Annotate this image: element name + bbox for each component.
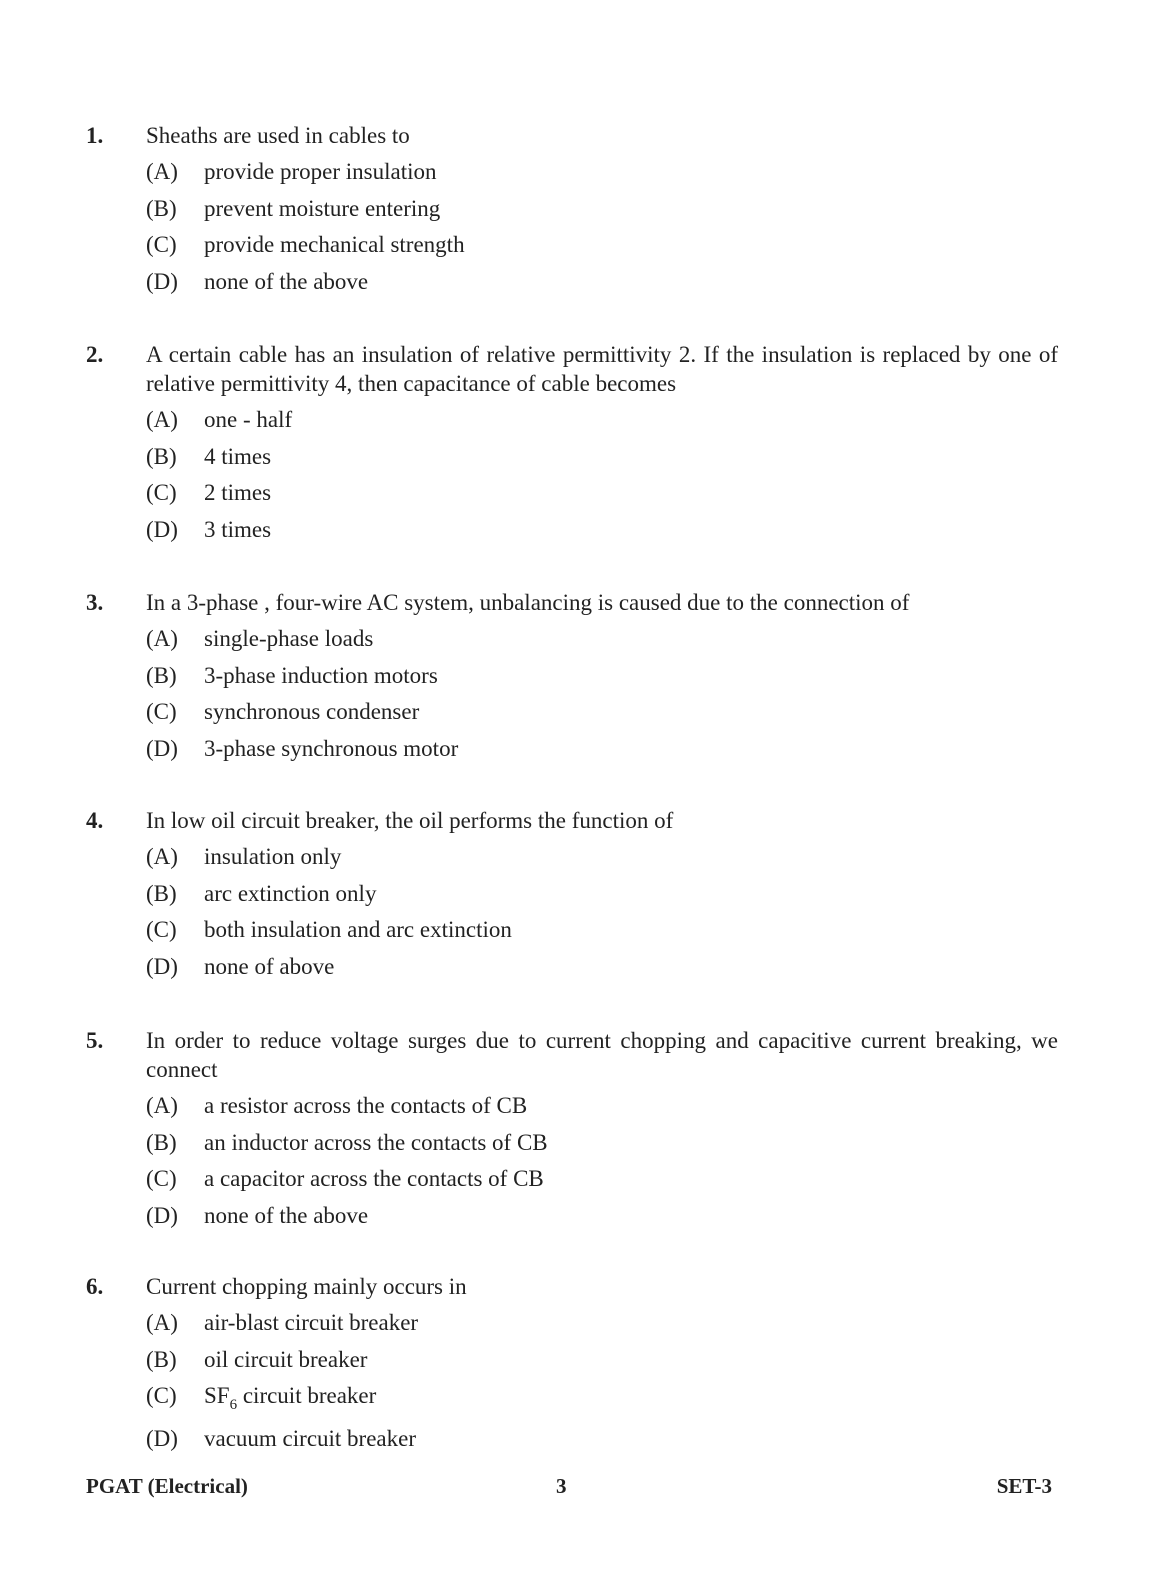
option-label: (D) bbox=[146, 1426, 178, 1452]
question-text: In order to reduce voltage surges due to current chopping and capacitive current breaking, we connect bbox=[146, 1028, 1058, 1082]
option-text: a resistor across the contacts of CB bbox=[204, 1093, 528, 1118]
option-text: 3-phase induction motors bbox=[204, 662, 438, 688]
option-b bbox=[146, 879, 1058, 916]
option-label: (D) bbox=[146, 735, 178, 761]
options-list bbox=[146, 1308, 1058, 1461]
option-text: provide mechanical strength bbox=[204, 232, 465, 258]
option-a bbox=[146, 624, 1058, 661]
question-number: 5. bbox=[86, 1028, 104, 1053]
option-b bbox=[146, 1128, 1058, 1165]
footer-set-code: SET-3 bbox=[996, 1474, 1052, 1498]
option-text: air-blast circuit breaker bbox=[204, 1310, 419, 1335]
option-text bbox=[204, 1381, 377, 1414]
option-d bbox=[146, 1201, 1058, 1238]
option-a bbox=[146, 842, 1058, 879]
option-text: 3 times bbox=[204, 516, 272, 542]
option-text: 2 times bbox=[204, 480, 272, 506]
option-label: (B) bbox=[146, 1129, 177, 1155]
option-text: vacuum circuit breaker bbox=[204, 1426, 416, 1452]
option-c bbox=[146, 230, 1058, 267]
option-label: (B) bbox=[146, 880, 177, 906]
option-b bbox=[146, 442, 1058, 479]
option-label: (A) bbox=[146, 844, 178, 869]
question-2 bbox=[86, 340, 1058, 551]
option-d bbox=[146, 952, 1058, 989]
option-c bbox=[146, 1381, 1058, 1424]
option-a bbox=[146, 1091, 1058, 1128]
option-label: (C) bbox=[146, 232, 177, 258]
option-d bbox=[146, 515, 1058, 552]
option-b bbox=[146, 661, 1058, 698]
option-label: (C) bbox=[146, 480, 177, 506]
option-text: both insulation and arc extinction bbox=[204, 917, 512, 943]
option-text-suffix: circuit breaker bbox=[237, 1383, 377, 1409]
options-list bbox=[146, 842, 1058, 988]
option-label: (B) bbox=[146, 1346, 177, 1372]
question-number: 3. bbox=[86, 590, 104, 615]
option-label: (B) bbox=[146, 195, 177, 221]
option-text: synchronous condenser bbox=[204, 699, 420, 725]
option-text: prevent moisture entering bbox=[204, 195, 441, 221]
options-list bbox=[146, 1091, 1058, 1237]
question-number: 2. bbox=[86, 342, 104, 367]
option-label: (D) bbox=[146, 516, 178, 542]
option-label: (B) bbox=[146, 443, 177, 469]
option-b bbox=[146, 194, 1058, 231]
option-b bbox=[146, 1345, 1058, 1382]
option-label: (C) bbox=[146, 917, 177, 943]
footer-page-number: 3 bbox=[556, 1474, 567, 1498]
question-text: In low oil circuit breaker, the oil performs the function of bbox=[146, 808, 674, 833]
option-d bbox=[146, 1424, 1058, 1461]
option-text: an inductor across the contacts of CB bbox=[204, 1129, 548, 1155]
option-text: 3-phase synchronous motor bbox=[204, 735, 459, 761]
option-text: none of the above bbox=[204, 268, 369, 294]
option-text: arc extinction only bbox=[204, 880, 377, 906]
question-6 bbox=[86, 1272, 1058, 1461]
option-label: (D) bbox=[146, 268, 178, 294]
option-c bbox=[146, 915, 1058, 952]
options-list bbox=[146, 157, 1058, 303]
option-c bbox=[146, 697, 1058, 734]
option-label: (C) bbox=[146, 1383, 177, 1409]
question-3 bbox=[86, 588, 1058, 770]
question-text: Sheaths are used in cables to bbox=[146, 123, 410, 148]
question-1 bbox=[86, 121, 1058, 303]
question-text: A certain cable has an insulation of relative permittivity 2. If the insulation is replaced by one of relative permittivity 4, then capacitance of cable becomes bbox=[146, 342, 1058, 396]
option-label: (B) bbox=[146, 662, 177, 688]
option-a bbox=[146, 405, 1058, 442]
option-text: insulation only bbox=[204, 844, 342, 869]
option-text: a capacitor across the contacts of CB bbox=[204, 1166, 544, 1192]
option-text: 4 times bbox=[204, 443, 272, 469]
option-label: (A) bbox=[146, 407, 178, 432]
option-label: (D) bbox=[146, 1202, 178, 1228]
option-text: one - half bbox=[204, 407, 293, 432]
option-c bbox=[146, 1164, 1058, 1201]
option-label: (C) bbox=[146, 699, 177, 725]
question-text: In a 3-phase , four-wire AC system, unbalancing is caused due to the connection of bbox=[146, 590, 910, 615]
option-label: (D) bbox=[146, 953, 178, 979]
question-4 bbox=[86, 806, 1058, 988]
formula-base: SF bbox=[204, 1383, 230, 1409]
options-list bbox=[146, 405, 1058, 551]
question-5 bbox=[86, 1026, 1058, 1237]
option-text: none of above bbox=[204, 953, 335, 979]
option-d bbox=[146, 267, 1058, 304]
formula-subscript: 6 bbox=[229, 1397, 238, 1414]
option-text: provide proper insulation bbox=[204, 159, 437, 184]
option-label: (A) bbox=[146, 159, 178, 184]
option-d bbox=[146, 734, 1058, 771]
page-footer bbox=[86, 1472, 1052, 1500]
option-label: (C) bbox=[146, 1166, 177, 1192]
option-label: (A) bbox=[146, 626, 178, 651]
option-text: none of the above bbox=[204, 1202, 369, 1228]
option-label: (A) bbox=[146, 1310, 178, 1335]
footer-exam-name: PGAT (Electrical) bbox=[86, 1474, 248, 1498]
question-number: 4. bbox=[86, 808, 104, 833]
question-text: Current chopping mainly occurs in bbox=[146, 1274, 467, 1299]
option-c bbox=[146, 478, 1058, 515]
option-text: single-phase loads bbox=[204, 626, 374, 651]
option-a bbox=[146, 1308, 1058, 1345]
question-number: 6. bbox=[86, 1274, 104, 1299]
option-label: (A) bbox=[146, 1093, 178, 1118]
options-list bbox=[146, 624, 1058, 770]
option-a bbox=[146, 157, 1058, 194]
option-text: oil circuit breaker bbox=[204, 1346, 368, 1372]
question-number: 1. bbox=[86, 123, 104, 148]
